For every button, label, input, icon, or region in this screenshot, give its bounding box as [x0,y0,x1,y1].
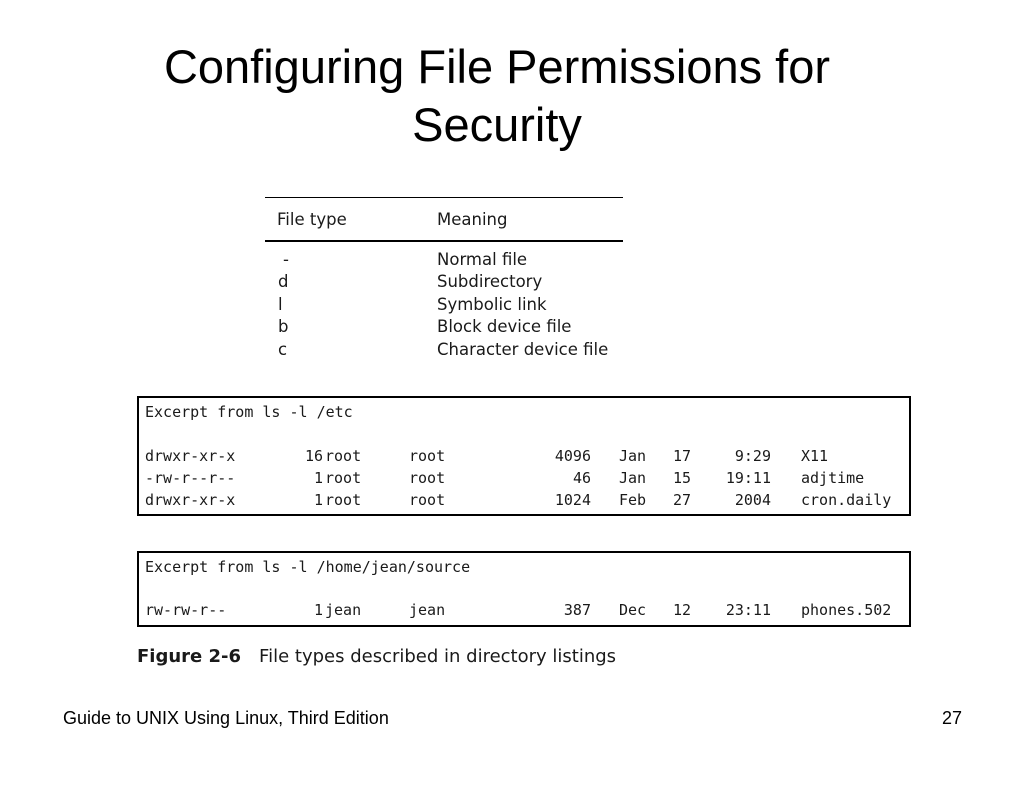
figure-label: Figure 2-6 [137,646,242,667]
file-name: X11 [801,447,829,465]
header-meaning: Meaning [437,209,508,229]
table-row [265,271,623,294]
footer-book-title: Guide to UNIX Using Linux, Third Edition [63,708,389,728]
footer-page-number: 27 [941,708,962,728]
file-size: 387 [563,601,591,619]
table-row [265,316,623,339]
listing-row [139,491,909,513]
slide-title [0,38,994,154]
day: 12 [672,601,691,619]
file-type-symbol: d [278,272,289,292]
file-type-table-header [265,198,623,242]
day: 15 [672,469,691,487]
etc-listing-box [137,396,911,516]
listing-heading: Excerpt from ls -l /etc [145,403,353,421]
day: 17 [672,447,691,465]
owner: root [325,447,362,465]
group: root [409,469,446,487]
owner: jean [325,601,362,619]
time-or-year: 9:29 [734,447,771,465]
header-file-type: File type [277,209,347,229]
listing-row [139,601,909,623]
table-row [265,338,623,361]
file-size: 1024 [554,491,591,509]
time-or-year: 23:11 [725,601,771,619]
listing-heading: Excerpt from ls -l /home/jean/source [145,558,471,576]
permissions: -rw-r--r-- [145,469,236,487]
file-type-meaning: Block device file [437,317,572,337]
figure-caption [137,646,616,667]
file-type-meaning: Symbolic link [437,294,547,314]
file-size: 46 [572,469,591,487]
file-type-symbol: b [278,317,289,337]
owner: root [325,469,362,487]
month: Feb [619,491,647,509]
month: Jan [619,469,647,487]
month: Jan [619,447,647,465]
permissions: drwxr-xr-x [145,491,236,509]
table-row [265,293,623,316]
file-name: adjtime [801,469,865,487]
group: jean [409,601,446,619]
listing-row [139,469,909,491]
file-type-symbol: - [283,249,289,269]
group: root [409,447,446,465]
slide-title-line-1: Configuring File Permissions for [163,40,831,93]
file-type-table-body [265,242,623,361]
file-type-meaning: Subdirectory [437,272,543,292]
permissions: drwxr-xr-x [145,447,236,465]
table-row [265,248,623,271]
jean-source-listing-box [137,551,911,627]
link-count: 1 [313,601,323,619]
group: root [409,491,446,509]
file-type-meaning: Normal file [437,249,528,269]
owner: root [325,491,362,509]
file-type-symbol: l [278,294,283,314]
file-type-table [265,197,623,361]
permissions: rw-rw-r-- [145,601,227,619]
file-size: 4096 [554,447,591,465]
file-type-symbol: c [278,339,288,359]
slide-title-line-2: Security [412,98,582,151]
link-count: 1 [313,469,323,487]
day: 27 [672,491,691,509]
link-count: 16 [304,447,323,465]
listing-row [139,447,909,469]
file-type-meaning: Character device file [437,339,609,359]
month: Dec [619,601,647,619]
file-name: cron.daily [801,491,892,509]
figure-caption-text: File types described in directory listings [259,646,617,667]
file-name: phones.502 [801,601,892,619]
link-count: 1 [313,491,323,509]
time-or-year: 19:11 [725,469,771,487]
time-or-year: 2004 [734,491,771,509]
